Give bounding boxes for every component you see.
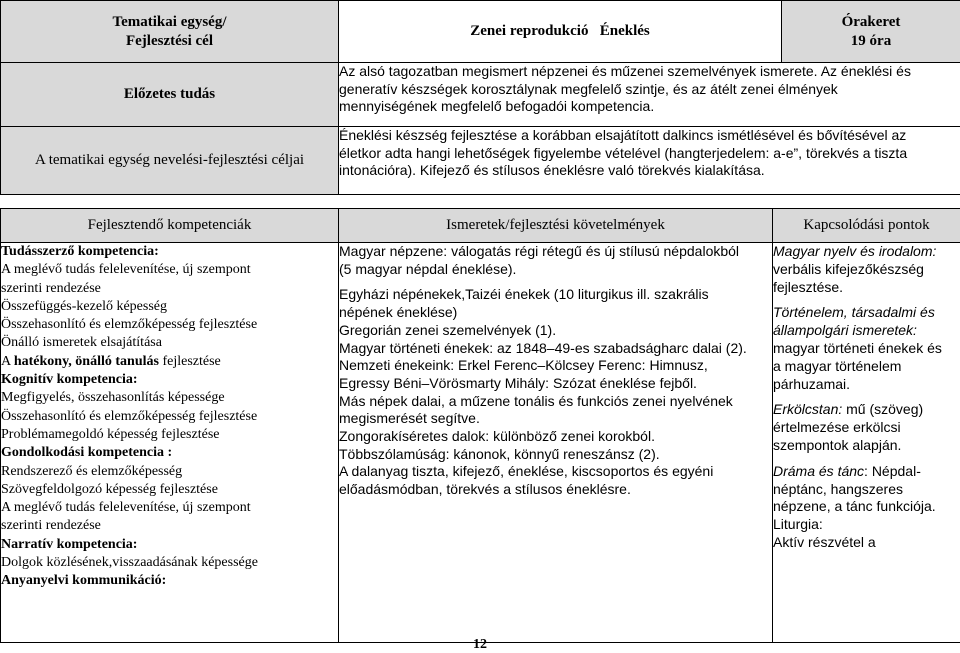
hours-label: Órakeret bbox=[841, 13, 901, 30]
competencies-table bbox=[0, 208, 960, 643]
unit-title: Zenei reprodukció Éneklés bbox=[339, 1, 782, 63]
page-number: 12 bbox=[473, 637, 487, 652]
connections-cell: Magyar nyelv és irodalom: verbális kifejezőkészség fejlesztése. Történelem, társadalmi és állampolgári ismeretek: magyar történeti énekek és a magyar történelem párhuzamai. Erkölcstan: mű (szöveg) értelmezése erkölcsi szempontok alapján. Dráma és tánc: Népdal- néptánc, hangszeres népzene, a tánc funkciója. Liturgia: Aktív részvétel a bbox=[773, 243, 960, 643]
knowledge-cell: Magyar népzene: válogatás régi rétegű és új stílusú népdalokból (5 magyar népdal éneklése). Egyházi népénekek,Taizéi énekek (10 liturgikus ill. szakrális népének éneklése) Gregorián zenei szemelvények (1). Magyar történeti énekek: az 1848–49-es szabadságharc dalai (2). Nemzeti énekeink: Erkel Ferenc–Kölcsey Ferenc: Himnusz, Egressy Béni–Vörösmarty Mihály: Szózat éneklése fejből. Más népek dalai, a műzene tonális és funkciós zenei nyelvének megismerését segítve. Zongorakíséretes dalok: különböző zenei korokból. Többszólamúság: kánonok, könnyű reneszánsz (2). A dalanyag tiszta, kifejező, éneklése, kiscsoportos és egyéni előadásmódban, törekvés a stílusos éneklésre. bbox=[339, 243, 773, 643]
competency-heading: Narratív kompetencia: bbox=[1, 536, 138, 552]
competency-heading: Tudásszerző kompetencia: bbox=[1, 244, 159, 259]
competency-heading: Kognitív kompetencia: bbox=[1, 372, 138, 388]
col-header-connections: Kapcsolódási pontok bbox=[773, 209, 960, 243]
subject-heading: Dráma és tánc bbox=[773, 462, 865, 479]
subject-heading: Történelem, társadalmi és bbox=[773, 304, 935, 321]
col-header-knowledge: Ismeretek/fejlesztési követelmények bbox=[339, 209, 773, 243]
prior-knowledge-label: Előzetes tudás bbox=[1, 63, 339, 127]
goals-text: Éneklési készség fejlesztése a korábban elsajátított dalkincs ismétlésével és bővítésével az életkor adta hangi lehetőségek figyelembe vételével (hangterjedelem: a-e”, törekvés a tiszta intonációra). Kifejező és stílusos éneklésre való törekvés kialakítása. bbox=[339, 127, 960, 195]
subject-heading: Magyar nyelv és irodalom: bbox=[773, 243, 937, 259]
subject-heading: Liturgia: bbox=[773, 516, 823, 533]
competencies-cell: Tudásszerző kompetencia: A meglévő tudás felelevenítése, új szempont szerinti rendezése Összefüggés-kezelő képesség Összehasonlító és elemzőképesség fejlesztése Önálló ismeretek elsajátítása A hatékony, önálló tanulás fejlesztése Kognitív kompetencia: Megfigyelés, összehasonlítás képessége Összehasonlító és elemzőképesség fejlesztése Problémamegoldó képesség fejlesztése Gondolkodási kompetencia : Rendszerező és elemzőképesség Szövegfeldolgozó képesség fejlesztése A meglévő tudás felelevenítése, új szempont szerinti rendezése Narratív kompetencia: Dolgok közlésének,visszaadásának képessége Anyanyelvi kommunikáció: bbox=[1, 243, 339, 643]
goals-label: A tematikai egység nevelési-fejlesztési céljai bbox=[1, 127, 339, 195]
unit-info-table bbox=[0, 0, 960, 195]
prior-knowledge-text: Az alsó tagozatban megismert népzenei és műzenei szemelvények ismerete. Az éneklési és generatív készségek korosztálynak megfelelő szintje, és az átélt zenei élmények mennyiségének megfelelő befogadói kompetencia. bbox=[339, 63, 960, 127]
competency-heading: Gondolkodási kompetencia : bbox=[1, 445, 173, 461]
hours-header bbox=[782, 1, 960, 63]
hours-value: 19 óra bbox=[850, 32, 892, 49]
thematic-unit-header: Tematikai egység/ Fejlesztési cél bbox=[1, 1, 339, 63]
col-header-competencies: Fejlesztendő kompetenciák bbox=[1, 209, 339, 243]
subject-heading: Erkölcstan: bbox=[773, 401, 843, 418]
competency-heading: Anyanyelvi kommunikáció: bbox=[1, 573, 167, 589]
